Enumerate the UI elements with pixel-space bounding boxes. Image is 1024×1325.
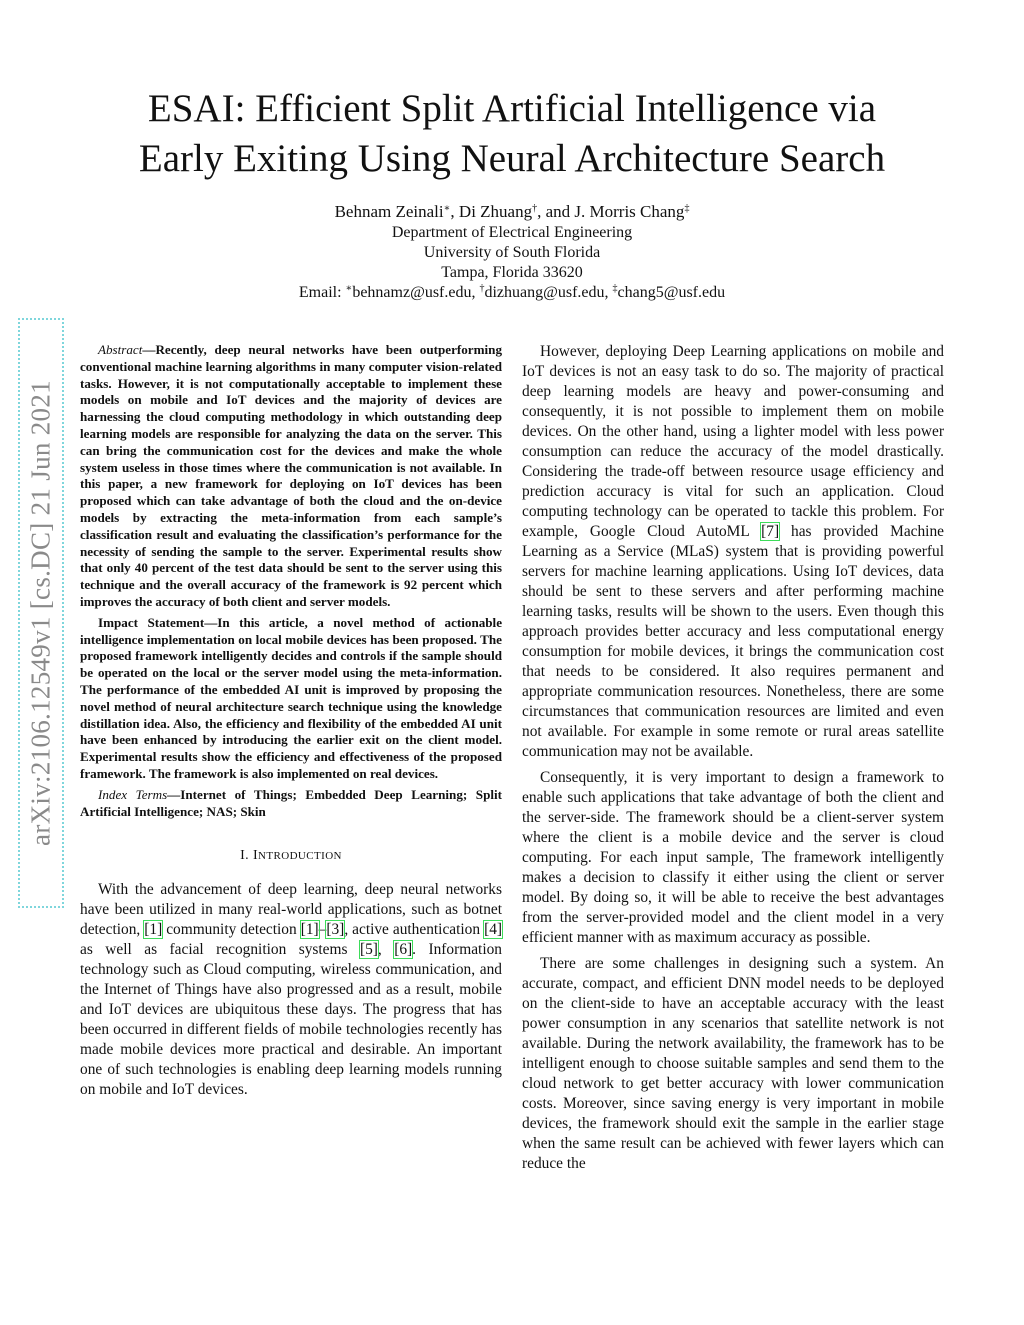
section-title-rest: NTRODUCTION xyxy=(258,850,342,863)
citation-link[interactable]: [1] xyxy=(300,921,319,939)
affiliation-location: Tampa, Florida 33620 xyxy=(441,264,583,281)
email-3-mark: ‡ xyxy=(612,283,618,294)
citation-separator: , xyxy=(377,941,395,959)
author-2-mark: † xyxy=(532,203,538,214)
abstract-label: Abstract xyxy=(98,342,143,357)
index-terms-text: —Internet of Things; Embedded Deep Learning; Split Artificial Intelligence; NAS; Skin xyxy=(80,786,502,819)
impact-statement-text: —In this article, a novel method of actionable intelligence implementation on local mobile devices has been proposed. The proposed framework intelligently decides and controls if the sample should be operated on the local or the server model using the meta-information. The performance of the embedded AI unit is improved by proposing the novel method of neural architecture search technique using the knowledge distillation idea. Also, the efficiency and flexibility of the embedded AI unit have been enhanced by introducing the earlier exit on the client model. Experimental results show the efficiency and effectiveness of the proposed framework. The framework is also implemented on real devices. xyxy=(80,614,503,781)
abstract-text: —Recently, deep neural networks have been outperforming conventional machine learning algorithms in many computer vision-related tasks. However, it is not computationally acceptable to implement these models on mobile and IoT devices and the majority of devices are harnessing the cloud computing methodology in which outstanding deep learning models are responsible for analyzing the data on the server. This can bring the communication cost for the devices and make the whole system useless in those times where the communication is not available. In this paper, a new framework for deploying on IoT devices has been proposed which can take advantage of both the cloud and the on-device models by extracting the meta-information from each sample’s classification result and evaluating the classification’s performance for the necessity of sending the sample to the server. Experimental results show that only 40 percent of the test data should be sent to the server using this technique and the overall accuracy of the framework is 92 percent which improves the accuracy of both client and server models. xyxy=(80,342,502,609)
section-heading-introduction xyxy=(80,848,502,864)
author-emails xyxy=(80,283,944,303)
author-3-mark: ‡ xyxy=(684,203,690,214)
author-2: Di Zhuang xyxy=(458,202,533,221)
introduction-body xyxy=(80,880,502,1100)
intro-text-segment: as well as facial recognition systems xyxy=(80,941,360,959)
index-terms-paragraph xyxy=(80,787,502,821)
intro-paragraph-1 xyxy=(80,880,502,1100)
author-3: and J. Morris Chang xyxy=(545,202,685,221)
email-1-mark: ∗ xyxy=(345,283,353,294)
impact-statement-label: Impact Statement xyxy=(98,614,205,630)
author-names: Behnam Zeinali∗, Di Zhuang†, and J. Morris Chang‡ xyxy=(334,202,690,221)
index-terms-label: Index Terms xyxy=(98,786,168,802)
right-column-body xyxy=(522,342,944,1174)
paper-title xyxy=(80,84,944,184)
author-1-mark: ∗ xyxy=(443,203,451,214)
section-number: I. xyxy=(240,848,250,864)
arxiv-identifier-stamp xyxy=(18,318,64,908)
intro-text-segment: , active authentication xyxy=(344,921,485,939)
email-3: chang5@usf.edu xyxy=(617,284,726,301)
citation-link[interactable]: [3] xyxy=(326,921,345,939)
citation-link[interactable]: [7] xyxy=(761,523,780,540)
citation-link[interactable]: [1] xyxy=(144,921,163,939)
abstract-paragraph xyxy=(80,342,502,611)
email-label: Email: xyxy=(298,284,342,301)
title-line-2: Early Exiting Using Neural Architecture Search xyxy=(138,137,886,180)
email-2-mark: † xyxy=(479,283,485,294)
abstract-block xyxy=(80,342,502,820)
body-text-segment: However, deploying Deep Learning applications on mobile and IoT devices is not an easy task to do so. The majority of practical deep learning models are heavy and power-consuming and consequently, it is not possible to implement them on mobile devices. On the other hand, using a lighter model with less power consumption can reduce the accuracy of the model drastically. Considering the trade-off between resource usage efficiency and prediction accuracy is vital for such an application. Cloud computing technology can be operated to tackle this problem. For example, Google Cloud AutoML xyxy=(522,343,944,540)
intro-text-segment: . Information technology such as Cloud computing, wireless communication, and the Internet of Things have also progressed and as a result, mobile and IoT devices are ubiquitous these days. The progress that has been occurred in different fields of mobile technologies recently has made mobile devices more practical and desirable. An important one of such technologies is enabling deep learning models running on mobile and IoT devices. xyxy=(80,941,502,1099)
citation-link[interactable]: [5] xyxy=(359,941,378,959)
citation-link[interactable]: [6] xyxy=(394,941,413,959)
author-block xyxy=(80,202,944,303)
email-2: dizhuang@usf.edu, xyxy=(484,284,609,301)
body-text-segment: has provided Machine Learning as a Service (MLaS) system that is providing powerful servers for machine learning applications. Using IoT devices, data should be sent to these servers and after performing machine learning tasks, results will be shown to the users. Even though this approach provides better accuracy and less computational energy consumption for mobile devices, it brings the communication cost that needs to be considered. It also requires permanent and appropriate communication resources. Nonetheless, there are some circumstances that communication resources are limited and even not available. For example in some remote or rural areas satellite communication may not be available. xyxy=(522,523,944,760)
right-column xyxy=(522,342,944,1174)
title-line-1: ESAI: Efficient Split Artificial Intelligence via xyxy=(147,87,877,130)
left-column xyxy=(80,342,502,1100)
right-paragraph-1 xyxy=(522,342,944,762)
intro-text-segment: community detection xyxy=(162,921,301,939)
affiliation-department: Department of Electrical Engineering xyxy=(391,224,633,241)
right-paragraph-3: There are some challenges in designing such a system. An accurate, compact, and efficient DNN model needs to be deployed on the client-side to have an acceptable accuracy with the least power consumption in any scenarios that satellite network is not available. During the network availability, the framework has to be intelligent enough to choose suitable samples and send them to the cloud network to get better accuracy with lower communication costs. Moreover, since saving energy is very important in mobile devices, the framework should exit the sample in the earlier stage when the same result can be achieved with fewer layers which can reduce the xyxy=(522,955,944,1172)
section-initial: I xyxy=(252,848,259,864)
right-paragraph-2: Consequently, it is very important to design a framework to enable such applications that take advantage of both the client and the server-side. The framework should be a client-server system where the client is a mobile device and the server is cloud computing. For each input sample, The framework intelligently makes a decision to classify it either using the client or server model. By doing so, it will be able to receive the best advantages from the server-provided model and the client model in a very efficient manner with as maximum accuracy as possible. xyxy=(522,769,944,946)
citation-link[interactable]: [4] xyxy=(484,921,503,939)
email-1: behnamz@usf.edu, xyxy=(352,284,476,301)
author-1: Behnam Zeinali xyxy=(334,202,444,221)
affiliation-university: University of South Florida xyxy=(423,244,601,261)
arxiv-id: arXiv:2106.12549v1 [cs.DC] 21 Jun 2021 xyxy=(25,380,56,846)
intro-text-segment: With the advancement of deep learning, deep neural networks have been utilized in many real-world applications, such as botnet detection, xyxy=(80,881,502,939)
impact-statement-paragraph xyxy=(80,615,502,783)
citation-range-dash: – xyxy=(318,921,327,939)
